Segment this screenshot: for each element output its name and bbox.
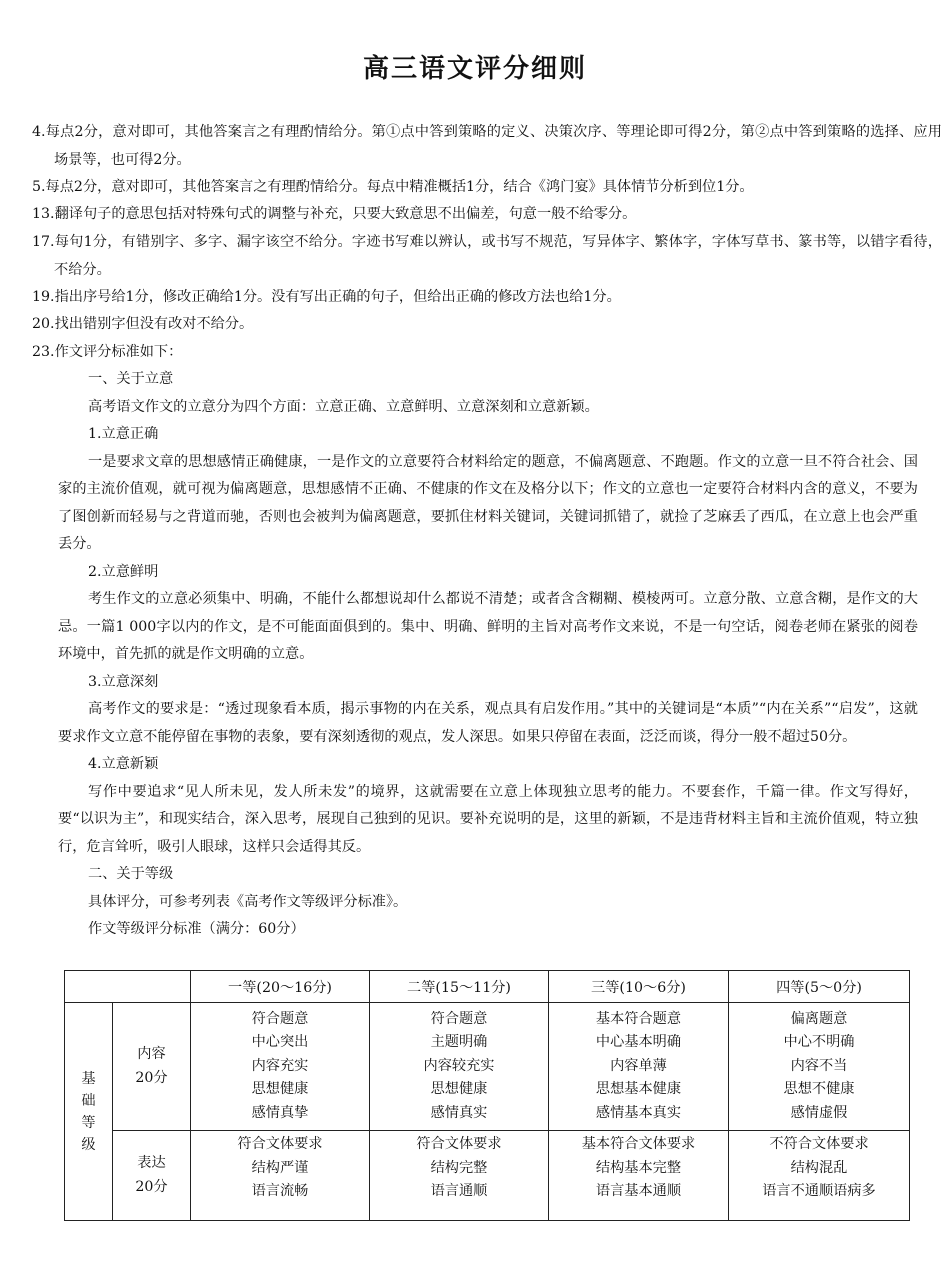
criteria-line: 中心突出 [251, 1034, 309, 1051]
criteria-line: 思想不健康 [783, 1081, 855, 1098]
criteria-cell [370, 1003, 549, 1131]
criteria-line: 感情基本真实 [595, 1104, 682, 1121]
row-label: 表达 [137, 1155, 166, 1171]
group-label [65, 1068, 112, 1156]
criteria-line: 结构严谨 [251, 1159, 309, 1176]
grade-header: 三等(10～6分) [549, 971, 729, 1003]
section1-heading: 一、关于立意 [88, 371, 174, 387]
sub2-heading: 2.立意鲜明 [88, 563, 159, 580]
criteria-line: 结构完整 [430, 1159, 488, 1176]
criteria-line: 符合题意 [251, 1010, 309, 1027]
criteria-line: 结构混乱 [790, 1159, 848, 1176]
criteria-line: 不符合文体要求 [769, 1136, 869, 1152]
criteria-line: 语言基本通顺 [595, 1183, 682, 1199]
criteria-line: 基本符合题意 [595, 1010, 682, 1027]
criteria-line: 符合题意 [430, 1010, 488, 1027]
criteria-line: 内容较充实 [423, 1057, 495, 1074]
scoring-item-19: 19.指出序号给1分，修改正确给1分。没有写出正确的句子，但给出正确的修改方法也给1分。 [32, 289, 621, 305]
sub1-text: 一是要求文章的思想感情正确健康，一是作文的立意要符合材料给定的题意，不偏离题意、不跑题。作文的立意一旦不符合社会、国家的主流价值观，就可视为偏离题意，思想感情不正确、不健康的作文在及格分以下；作文的立意也一定要符合材料内含的意义，不要为了图创新而轻易与之背道而驰，否则也会被判为偏离题意，要抓住材料关键词，关键词抓错了，就捡了芝麻丢了西瓜，在立意上也会严重丢分。 [58, 453, 918, 552]
criteria-line: 符合文体要求 [416, 1136, 502, 1152]
criteria-cell [729, 1131, 910, 1221]
group-label-char: 基 [81, 1070, 96, 1087]
criteria-cell [370, 1131, 549, 1221]
row-points: 20分 [135, 1178, 168, 1195]
row-label-cell [113, 1131, 191, 1221]
scoring-item-23: 23.作文评分标准如下： [32, 344, 183, 360]
row-points: 20分 [135, 1069, 168, 1086]
section1-intro: 高考语文作文的立意分为四个方面：立意正确、立意鲜明、立意深刻和立意新颖。 [88, 398, 599, 415]
sub3-heading: 3.立意深刻 [88, 673, 159, 690]
criteria-line: 感情真实 [430, 1104, 488, 1121]
sub3-text: 高考作文的要求是：“透过现象看本质，揭示事物的内在关系，观点具有启发作用。”其中的关键词是“本质”“内在关系”“启发”，这就要求作文立意不能停留在事物的表象，要有深刻透彻的观点，发人深思。如果只停留在表面，泛泛而谈，得分一般不超过50分。 [58, 701, 918, 745]
row-label-cell [113, 1003, 191, 1131]
criteria-line: 偏离题意 [790, 1010, 848, 1027]
criteria-line: 感情虚假 [790, 1104, 848, 1121]
essay-criteria [58, 366, 918, 944]
criteria-cell [549, 1131, 729, 1221]
criteria-cell [191, 1131, 370, 1221]
group-label-cell [65, 1003, 113, 1221]
scoring-item-20: 20.找出错别字但没有改对不给分。 [32, 316, 254, 332]
criteria-cell [549, 1003, 729, 1131]
table-caption: 作文等级评分标准（满分：60分） [88, 921, 305, 937]
grade-header: 一等(20～16分) [191, 971, 370, 1003]
section2-heading: 二、关于等级 [88, 866, 174, 882]
rubric-corner-cell [65, 971, 191, 1003]
criteria-line: 语言流畅 [251, 1183, 309, 1199]
sub2-text: 考生作文的立意必须集中、明确，不能什么都想说却什么都说不清楚；或者含含糊糊、模棱两可。立意分散、立意含糊，是作文的大忌。一篇1 000字以内的作文，是不可能面面俱到的。集中、明确、鲜明的主旨对高考作文来说，不是一句空话，阅卷老师在紧张的阅卷环境中，首先抓的就是作文明确的立意。 [58, 591, 918, 662]
criteria-line: 思想健康 [251, 1081, 309, 1098]
criteria-line: 中心基本明确 [595, 1034, 682, 1051]
sub4-heading: 4.立意新颖 [88, 756, 159, 772]
section2-text: 具体评分，可参考列表《高考作文等级评分标准》。 [88, 893, 408, 910]
criteria-line: 主题明确 [430, 1034, 488, 1051]
criteria-line: 中心不明确 [783, 1034, 855, 1051]
group-label-char: 础 [81, 1092, 96, 1109]
scoring-item-17: 17.每句1分，有错别字、多字、漏字该空不给分。字迹书写难以辨认，或书写不规范，写异体字、繁体字，字体写草书、篆书等，以错字看待，不给分。 [32, 234, 942, 278]
row-label: 内容 [137, 1046, 166, 1062]
page-title: 高三语文评分细则 [362, 54, 587, 84]
criteria-cell [729, 1003, 910, 1131]
sub1-heading: 1.立意正确 [88, 426, 159, 442]
criteria-line: 基本符合文体要求 [581, 1136, 696, 1152]
criteria-line: 语言不通顺语病多 [762, 1183, 876, 1199]
criteria-line: 内容单薄 [610, 1057, 667, 1074]
grade-header: 四等(5～0分) [729, 971, 910, 1003]
rubric-row-expression [65, 1131, 910, 1221]
criteria-line: 语言通顺 [430, 1183, 488, 1199]
criteria-line: 思想健康 [430, 1081, 488, 1098]
criteria-line: 内容不当 [790, 1057, 848, 1074]
scoring-item-5: 5.每点2分，意对即可，其他答案言之有理酌情给分。每点中精准概括1分，结合《鸿门宴》具体情节分析到位1分。 [32, 179, 754, 195]
criteria-cell [191, 1003, 370, 1131]
rubric-table [64, 970, 910, 1221]
criteria-line: 结构基本完整 [595, 1159, 682, 1176]
rubric-header-row [65, 971, 910, 1003]
group-label-char: 级 [81, 1136, 96, 1153]
scoring-item-4: 4.每点2分，意对即可，其他答案言之有理酌情给分。第①点中答到策略的定义、决策次序、等理论即可得2分，第②点中答到策略的选择、应用场景等，也可得2分。 [32, 124, 942, 168]
rubric-row-content [65, 1003, 910, 1131]
scoring-item-13: 13.翻译句子的意思包括对特殊句式的调整与补充，只要大致意思不出偏差，句意一般不给零分。 [32, 206, 637, 222]
criteria-line: 感情真挚 [251, 1104, 309, 1121]
criteria-line: 思想基本健康 [595, 1081, 682, 1098]
group-label-char: 等 [81, 1114, 96, 1131]
criteria-line: 内容充实 [251, 1057, 309, 1074]
grade-header: 二等(15～11分) [370, 971, 549, 1003]
criteria-line: 符合文体要求 [237, 1136, 323, 1152]
sub4-text: 写作中要追求“见人所未见，发人所未发”的境界，这就需要在立意上体现独立思考的能力。不要套作，千篇一律。作文写得好，要“以识为主”，和现实结合，深入思考，展现自己独到的见识。要补充说明的是，这里的新颖，不是违背材料主旨和主流价值观，特立独行，危言耸听，吸引人眼球，这样只会适得其反。 [58, 783, 918, 855]
